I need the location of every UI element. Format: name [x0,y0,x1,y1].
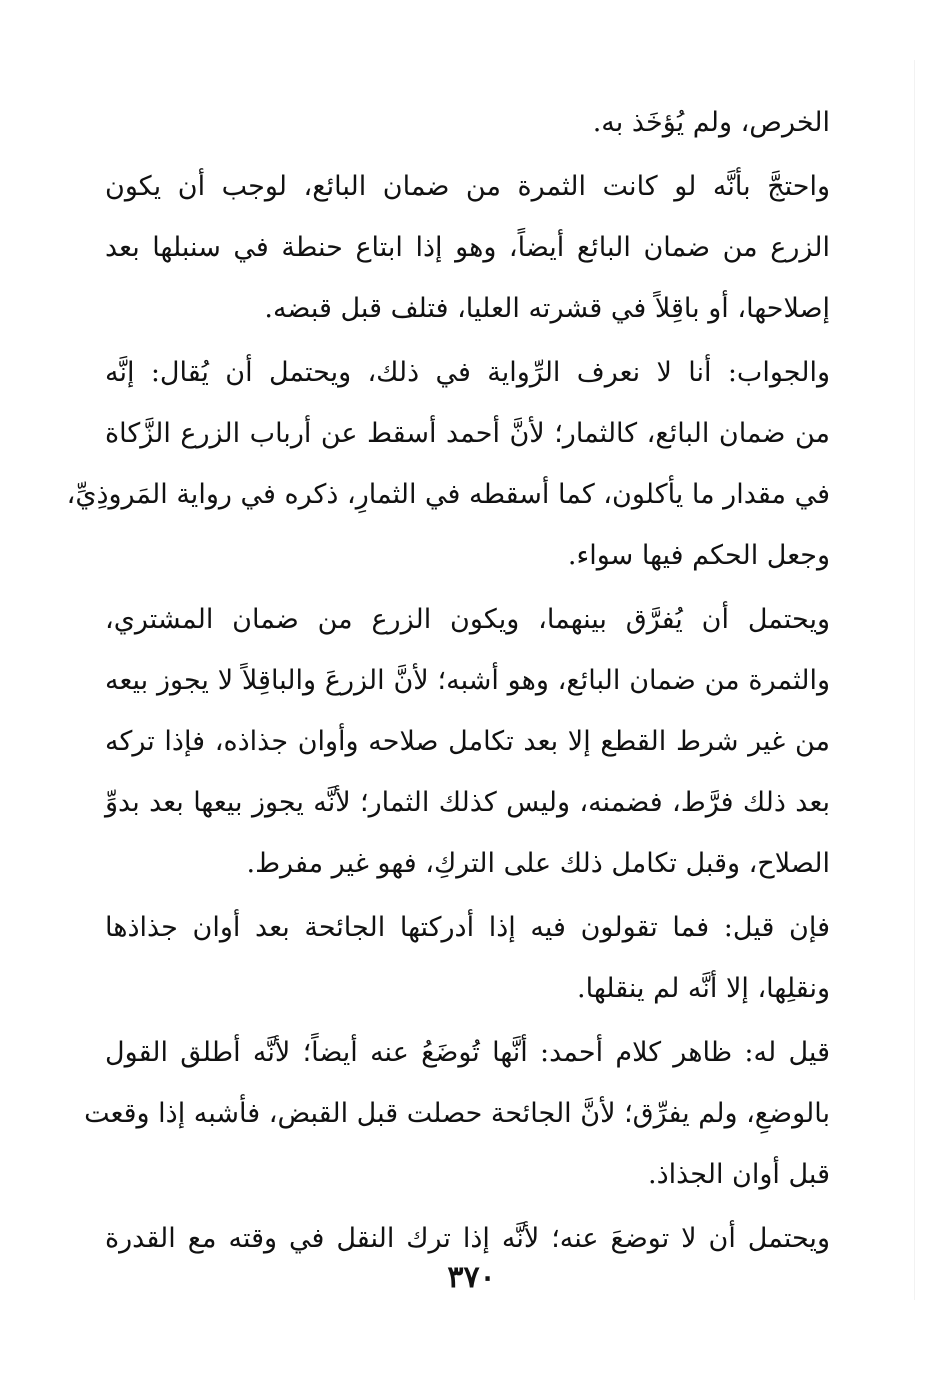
text-line: وجعل الحكم فيها سواء. [567,540,830,571]
text-line: الخرص، ولم يُؤخَذ به. [592,107,830,138]
text-line: بالوضعِ، ولم يفرِّق؛ لأنَّ الجائحة حصلت قبل القبض، فأشبه إذا وقعت [84,1098,830,1129]
margin-rule [914,60,915,1300]
text-line: الصلاح، وقبل تكامل ذلك على التركِ، فهو غير مفرط. [246,848,830,879]
text-line: واحتجَّ بأنَّه لو كانت الثمرة من ضمان البائع، لوجب أن يكون [105,171,830,202]
body-text [66,92,830,1269]
text-line: الزرع من ضمان البائع أيضاً، وهو إذا ابتاع حنطة في سنبلها بعد [105,232,830,263]
text-line: من غير شرط القطع إلا بعد تكامل صلاحه وأوان جذاذه، فإذا تركه [105,726,830,757]
text-line: والثمرة من ضمان البائع، وهو أشبه؛ لأنَّ الزرعَ والباقِلاً لا يجوز بيعه [105,665,830,696]
text-line: ويحتمل أن لا توضعَ عنه؛ لأنَّه إذا ترك النقل في وقته مع القدرة [105,1223,830,1254]
page-number: ٣٧٠ [447,1260,496,1295]
text-line: ويحتمل أن يُفرَّق بينهما، ويكون الزرع من ضمان المشتري، [105,604,830,635]
text-line: قبل أوان الجذاذ. [648,1159,830,1190]
text-line: قيل له: ظاهر كلام أحمد: أنَّها تُوضَعُ عنه أيضاً؛ لأنَّه أطلق القول [105,1037,830,1068]
text-line: والجواب: أنا لا نعرف الرِّواية في ذلك، ويحتمل أن يُقال: إنَّه [105,357,830,388]
text-line: من ضمان البائع، كالثمار؛ لأنَّ أحمد أسقط عن أرباب الزرع الزَّكاة [105,418,830,449]
text-line: في مقدار ما يأكلون، كما أسقطه في الثمارِ، ذكره في رواية المَروذِيِّ، [66,479,830,510]
text-line: ونقلِها، إلا أنَّه لم ينقلها. [577,973,830,1004]
text-line: فإن قيل: فما تقولون فيه إذا أدركتها الجائحة بعد أوان جذاذها [105,912,830,943]
text-line: إصلاحها، أو باقِلاً في قشرته العليا، فتلف قبل قبضه. [264,293,830,324]
text-line: بعد ذلك فرَّط، فضمنه، وليس كذلك الثمار؛ لأنَّه يجوز بيعها بعد بدوِّ [105,787,830,818]
